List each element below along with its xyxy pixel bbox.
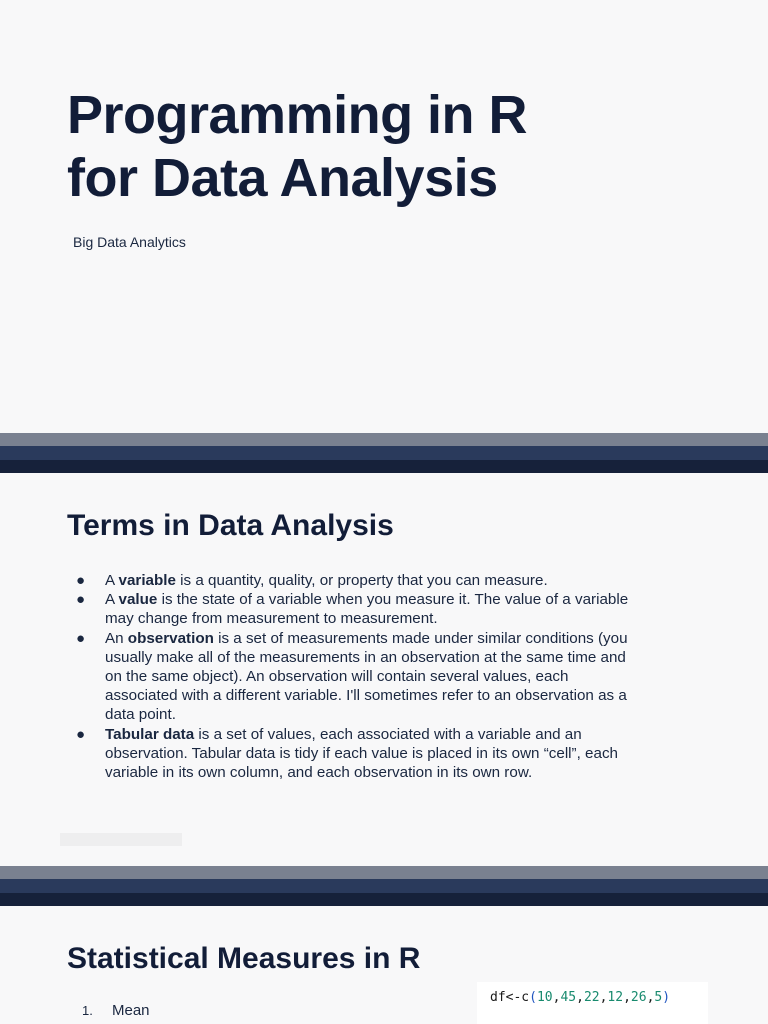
code-block (477, 982, 708, 1024)
measures-list (82, 1002, 150, 1019)
code-number: 26 (630, 990, 647, 1005)
code-close-paren: ) (662, 990, 671, 1005)
item-prefix: A (105, 591, 119, 609)
divider-band-light (0, 866, 768, 879)
bullet-icon: ● (76, 629, 86, 647)
term-definition: is the state of a variable when you measure it. The value of a variable may change from measurement to measurement. (105, 591, 629, 628)
bullet-icon: ● (76, 591, 86, 609)
presentation-title (67, 84, 527, 210)
divider-band-dark (0, 460, 768, 473)
measures-slide (0, 906, 768, 1024)
slide-heading: Statistical Measures in R (67, 942, 421, 975)
title-line-2: for Data Analysis (67, 148, 498, 208)
code-number: 22 (583, 990, 600, 1005)
title-line-1: Programming in R (67, 85, 528, 145)
divider-band-mid (0, 446, 768, 459)
list-item (76, 590, 636, 628)
bullet-icon: ● (76, 572, 86, 589)
item-label: Mean (112, 1002, 150, 1019)
code-number: 12 (607, 990, 624, 1005)
code-number: 45 (560, 990, 577, 1005)
bullet-icon: ● (76, 725, 86, 743)
code-prefix: df<-c (490, 990, 530, 1005)
code-separator: , (576, 990, 584, 1005)
item-number: 1. (82, 1003, 93, 1018)
term-definition: is a quantity, quality, or property that you can measure. (175, 572, 548, 589)
term-name: variable (118, 572, 176, 589)
term-name: observation (127, 629, 214, 647)
code-number: 10 (536, 990, 553, 1005)
placeholder-bar (60, 833, 182, 846)
slide-heading: Terms in Data Analysis (67, 509, 394, 542)
slide-divider (0, 433, 768, 473)
item-prefix: A (105, 572, 119, 589)
divider-band-light (0, 433, 768, 446)
terms-list (76, 571, 636, 782)
term-definition: is a set of measurements made under similar conditions (you usually make all of the measurements in an observation at the same time and on the same object). An observation will contain several values, each associated with a different variable. I'll sometimes refer to an observation as a data point. (105, 629, 628, 724)
slide-divider (0, 866, 768, 906)
list-item (76, 571, 636, 590)
divider-band-dark (0, 893, 768, 906)
terms-slide (0, 473, 768, 866)
code-number: 5 (654, 990, 663, 1005)
item-prefix: An (105, 629, 128, 647)
list-item (76, 629, 636, 725)
term-name: value (118, 591, 158, 609)
list-item (82, 1002, 150, 1019)
term-definition: is a set of values, each associated with a variable and an observation. Tabular data is tidy if each value is placed in its own “cell”, each variable in its own column, and each observation in its own row. (105, 725, 618, 782)
divider-band-mid (0, 879, 768, 892)
code-separator: , (623, 990, 631, 1005)
code-separator: , (552, 990, 561, 1005)
term-name: Tabular data (105, 725, 195, 743)
title-slide (0, 0, 768, 433)
list-item (76, 725, 636, 783)
presentation-subtitle: Big Data Analytics (73, 234, 186, 250)
code-open-paren: ( (529, 990, 537, 1005)
code-separator: , (646, 990, 655, 1005)
code-separator: , (599, 990, 608, 1005)
